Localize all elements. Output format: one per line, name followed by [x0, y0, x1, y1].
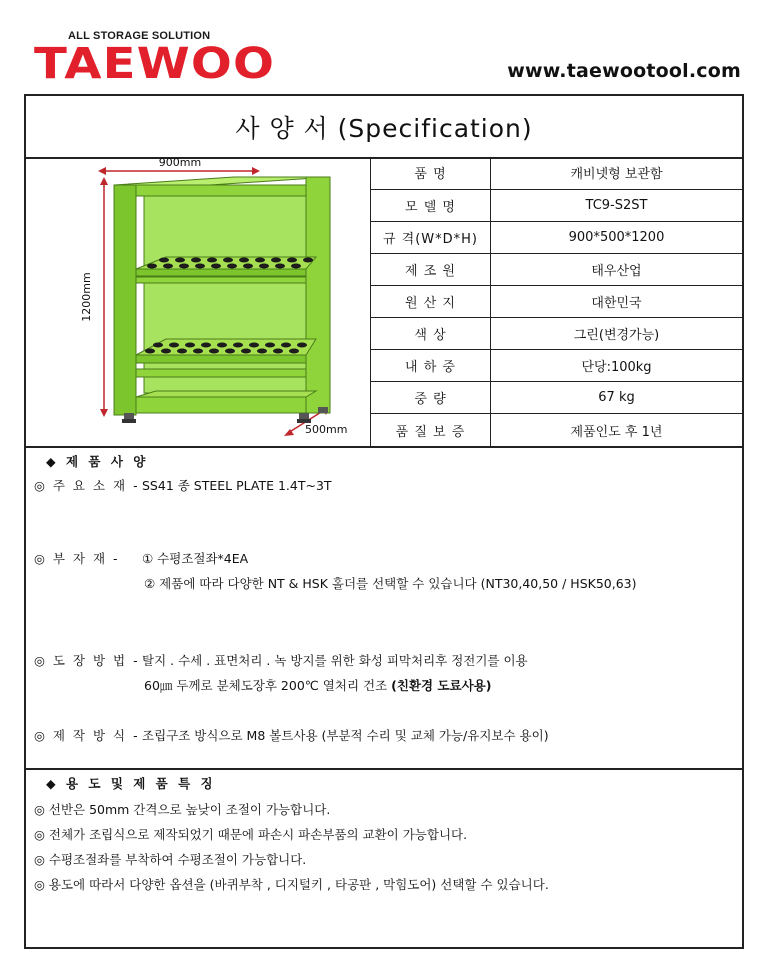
spec-value: 900*500*1200: [491, 221, 743, 253]
paint-desc-2-line: [144, 676, 491, 694]
list-item: ◎ 용도에 따라서 다양한 옵션을 (바퀴부착 , 디지털키 , 타공판 , 막힘도어) 선택할 수 있습니다.: [34, 877, 549, 892]
foot-back-right: [318, 407, 328, 413]
list-item: ◎ 수평조절좌를 부착하여 수평조절이 가능합니다.: [34, 852, 307, 867]
eco-paint-note: (친환경 도료사용): [391, 678, 492, 693]
parts-item-1: ① 수평조절좌*4EA: [142, 551, 249, 566]
table-row: [371, 189, 743, 221]
spec-sheet: [24, 94, 744, 949]
spec-key: 품 질 보 증: [371, 414, 491, 446]
spec-key: 색 상: [371, 318, 491, 350]
build-line: [34, 726, 549, 744]
paint-desc-1: 탈지 . 수세 . 표면처리 . 녹 방지를 위한 화성 피막처리후 정전기를 이용: [142, 653, 528, 668]
table-row: [371, 318, 743, 350]
height-arrow-top: [100, 177, 108, 185]
width-arrow-right: [252, 167, 260, 175]
table-row: [371, 414, 743, 446]
middle-rail: [136, 277, 306, 283]
spec-key: 내 하 중: [371, 350, 491, 382]
spec-value: 단당:100kg: [491, 350, 743, 382]
build-label: ◎ 제 작 방 식 -: [34, 728, 140, 743]
foot-front-right: [299, 413, 309, 419]
table-row: [371, 350, 743, 382]
parts-line: [34, 549, 248, 567]
height-arrow-bottom: [100, 409, 108, 417]
spec-key: 규 격(W*D*H): [371, 221, 491, 253]
material-value: SS41 종 STEEL PLATE 1.4T~3T: [142, 478, 332, 493]
section-heading: ◆ 용 도 및 제 품 특 징: [46, 776, 216, 791]
product-spec-section: [26, 448, 742, 770]
spec-key: 품 명: [371, 157, 491, 189]
paint-desc-2: 60㎛ 두께로 분체도장후 200℃ 열처리 건조: [144, 678, 388, 693]
table-row: [371, 382, 743, 414]
spec-value: 67 kg: [491, 382, 743, 414]
product-drawing: [26, 157, 370, 446]
spec-key: 원 산 지: [371, 285, 491, 317]
table-row: [371, 157, 743, 189]
cabinet-left-side: [114, 185, 136, 415]
paint-line: [34, 651, 528, 669]
build-value: 조립구조 방식으로 M8 볼트사용 (부분적 수리 및 교체 가능/유지보수 용이): [142, 728, 549, 743]
table-row: [371, 221, 743, 253]
lower-shelf-front: [136, 355, 306, 363]
table-row: [371, 285, 743, 317]
cabinet: [114, 177, 330, 423]
upper-shelf-front: [136, 269, 306, 276]
list-item: ◎ 전체가 조립식으로 제작되었기 때문에 파손시 파손부품의 교환이 가능합니다.: [34, 827, 468, 842]
page-title: 사 양 서 (Specification): [235, 113, 533, 143]
section-heading: ◆ 제 품 사 양: [46, 454, 149, 469]
parts-item-2: ② 제품에 따라 다양한 NT & HSK 홀더를 선택할 수 있습니다 (NT30,40,50 / HSK50,63): [144, 576, 637, 591]
foot-front-left: [124, 413, 134, 419]
cabinet-top: [114, 177, 330, 185]
spec-value: 캐비넷형 보관함: [491, 157, 743, 189]
features-section: [26, 770, 742, 945]
spec-value: 그린(변경가능): [491, 318, 743, 350]
spec-value: 제품인도 후 1년: [491, 414, 743, 446]
table-row: [371, 253, 743, 285]
paint-label: ◎ 도 장 방 법 -: [34, 653, 140, 668]
list-item: ◎ 선반은 50mm 간격으로 높낮이 조절이 가능합니다.: [34, 802, 331, 817]
bottom-front: [136, 397, 306, 413]
cabinet-top-front: [114, 185, 330, 196]
material-line: [34, 476, 332, 494]
spec-table: [370, 157, 742, 446]
material-label: ◎ 주 요 소 재 -: [34, 478, 140, 493]
brand-logo: [34, 30, 276, 89]
spec-area: [26, 157, 742, 448]
spec-value: 대한민국: [491, 285, 743, 317]
height-label: 1200mm: [80, 272, 93, 322]
brand-tagline: ALL STORAGE SOLUTION: [68, 30, 211, 42]
bottom-floor: [136, 391, 316, 397]
title-row: [26, 96, 742, 159]
spec-key: 모 델 명: [371, 189, 491, 221]
parts-label: ◎ 부 자 재 -: [34, 551, 120, 566]
spec-value: 태우산업: [491, 253, 743, 285]
website-url[interactable]: www.taewootool.com: [507, 60, 741, 82]
cabinet-right-side: [306, 177, 330, 413]
spec-key: 중 량: [371, 382, 491, 414]
brand-logo-text: TAEWOO: [34, 39, 276, 89]
width-label: 900mm: [158, 157, 202, 169]
depth-label: 500mm: [305, 423, 348, 436]
foot-base-front-right: [297, 419, 311, 423]
width-arrow-left: [98, 167, 106, 175]
spec-value: TC9-S2ST: [491, 189, 743, 221]
spec-key: 제 조 원: [371, 253, 491, 285]
foot-base-front-left: [122, 419, 136, 423]
bottom-rail: [136, 369, 306, 377]
